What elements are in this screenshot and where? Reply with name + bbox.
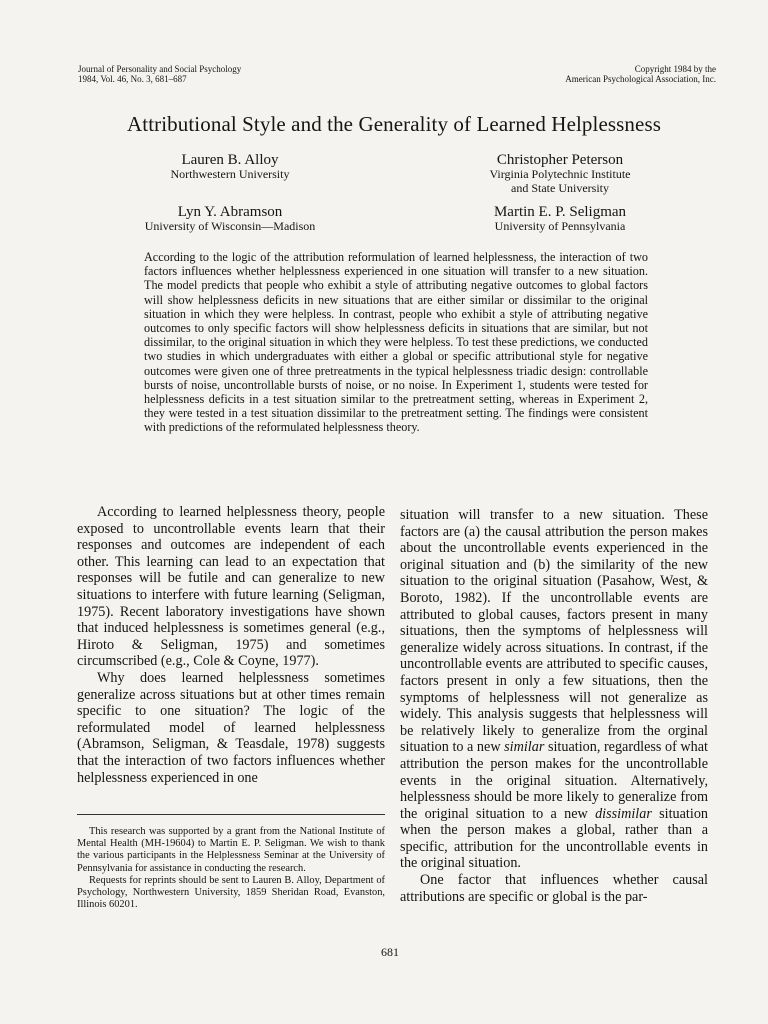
author-block <box>440 152 680 195</box>
paper-title: Attributional Style and the Generality of Learned Helplessness <box>127 112 661 136</box>
body-paragraph <box>400 507 708 872</box>
footnote-reprints: Requests for reprints should be sent to Lauren B. Alloy, Department of Psychology, Northwestern University, 1859 Sheridan Road, Evanston, Illinois 60201. <box>77 874 385 911</box>
author-affiliation: University of Pennsylvania <box>494 219 626 233</box>
body-text: situation, regardless of what attribution the person makes for the uncontrollable events in the original situation. Alternatively, helplessness should be more likely to generalize from the original situation to a new <box>400 739 709 822</box>
abstract: According to the logic of the attribution reformulation of learned helplessness, the interaction of two factors influences whether helplessness experienced in one situation will transfer to a new situation. The model predicts that people who exhibit a style of attributing negative outcomes to global factors will show helplessness deficits in new situations that are either similar or dissimilar to the original situation in which they were helpless. In contrast, people who exhibit a style of attributing negative outcomes to only specific factors will show helplessness deficits in situations that are similar, but not dissimilar, to the original situation in which they were helpless. To test these predictions, we conducted two studies in which undergraduates with either a global or specific attributional style for negative outcomes were given one of three pretreatments in the typical helplessness triadic design: controllable bursts of noise, uncontrollable bursts of noise, or no noise. In Experiment 1, students were tested for helplessness deficits in a test situation similar to the pretreatment setting, whereas in Experiment 2, they were tested in a test situation dissimilar to the pretreatment setting. The findings were consistent with predictions of the reformulated helplessness theory. <box>144 250 648 435</box>
author-name: Lauren B. Alloy <box>181 152 279 168</box>
body-paragraph: One factor that influences whether causal attributions are specific or global is the par- <box>400 872 708 905</box>
author-block <box>440 204 680 234</box>
author-affiliation-line2: and State University <box>511 180 609 195</box>
author-affiliation: University of Wisconsin—Madison <box>144 219 316 233</box>
footnote-funding: This research was supported by a grant from the National Institute of Mental Health (MH-19604) to Martin E. P. Seligman. We wish to thank the various participants in the Helplessness Seminar at the University of Pennsylvania for assistance in conducting the research. <box>77 826 385 874</box>
page-number: 681 <box>381 945 399 959</box>
body-column-left <box>77 504 385 786</box>
author-block <box>110 204 350 234</box>
copyright-holder: American Psychological Association, Inc. <box>565 74 716 84</box>
footnotes <box>77 826 385 911</box>
copyright-notice <box>565 64 716 84</box>
author-name: Lyn Y. Abramson <box>177 204 283 220</box>
author-block <box>110 152 350 182</box>
author-affiliation: Northwestern University <box>170 167 290 181</box>
body-text: situation will transfer to a new situation. These factors are (a) the causal attribution the person makes about the uncontrollable events experienced in the original situation and (b) the similarity of the new situation to the original situation (Pasahow, West, & Boroto, 1982). If the uncontrollable events are attributed to global causes, factors present in many situations, then the symptoms of helplessness will generalize widely across situations. In contrast, if the uncontrollable events are attributed to specific causes, factors present in only a few situations, then the symptoms of helplessness will not generalize as widely. This analysis suggests that helplessness will be relatively likely to generalize from the orginal situation to a new <box>400 507 708 756</box>
emphasis-text: similar <box>504 739 545 756</box>
body-paragraph: Why does learned helplessness sometimes generalize across situations but at other times remain specific to one situation? The logic of the reformulated model of learned helplessness (Abramson, Seligman, & Teasdale, 1978) suggests that the interaction of two factors influences whether helplessness experienced in one <box>77 669 385 786</box>
body-paragraph: According to learned helplessness theory, people exposed to uncontrollable events learn that their responses and outcomes are independent of each other. This learning can lead to an expectation that responses will be futile and can generalize to new situations to interfere with future learning (Seligman, 1975). Recent laboratory investigations have shown that induced helplessness is sometimes general (e.g., Hiroto & Seligman, 1975) and sometimes circumscribed (e.g., Cole & Coyne, 1977). <box>77 504 385 670</box>
body-column-right <box>400 507 708 905</box>
author-name: Martin E. P. Seligman <box>493 204 627 220</box>
author-name: Christopher Peterson <box>496 152 624 168</box>
journal-name: Journal of Personality and Social Psychology <box>78 64 242 74</box>
author-affiliation: Virginia Polytechnic Institute <box>489 167 631 181</box>
emphasis-text: dissimilar <box>595 805 652 822</box>
journal-volume: 1984, Vol. 46, No. 3, 681–687 <box>78 74 187 84</box>
body-text: situation when the person makes a global, rather than a specific, attribution for the uncontrollable events in the original situation. <box>400 805 709 872</box>
copyright-year: Copyright 1984 by the <box>634 64 716 74</box>
journal-citation <box>78 64 241 84</box>
footnote-divider <box>77 814 385 815</box>
